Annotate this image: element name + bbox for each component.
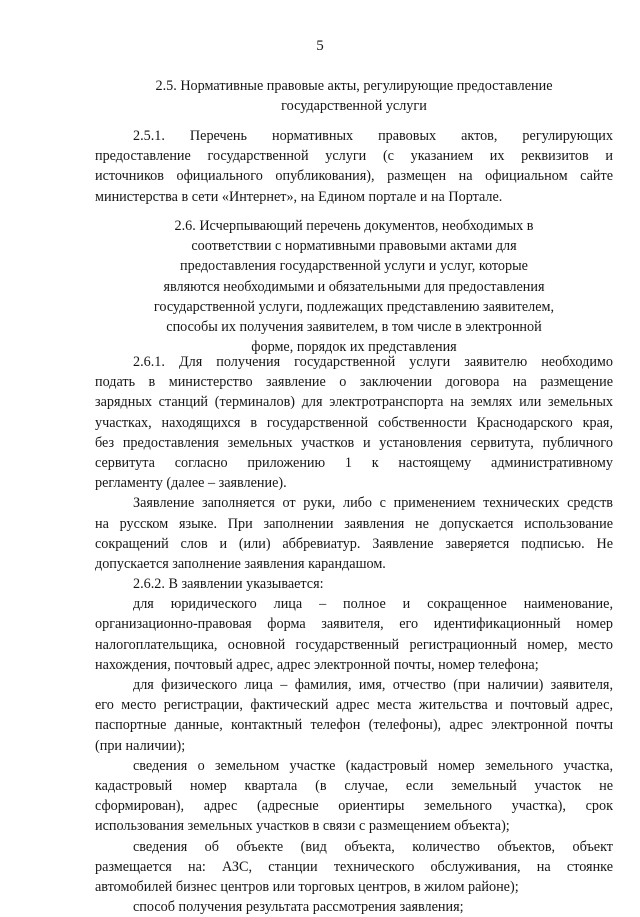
section-2-6-heading: [95, 216, 613, 357]
heading-line: являются необходимыми и обязательными для предоставления: [163, 278, 545, 295]
text-line: паспортные данные, контактный телефон (телефоны), адрес электронной почты: [95, 717, 613, 734]
text-line: для физического лица – фамилия, имя, отчество (при наличии) заявителя,: [133, 677, 613, 694]
paragraph-2-6-2: [95, 574, 613, 917]
text-line: 2.6.1. Для получения государственной услуги заявителю необходимо: [133, 354, 613, 370]
heading-line: форме, порядок их представления: [251, 339, 457, 356]
paragraph-2-5-1: [95, 126, 613, 207]
section-2-5-heading: [95, 76, 613, 116]
heading-line: государственной услуги, подлежащих представлению заявителем,: [153, 298, 555, 315]
text-line: организационно-правовая форма заявителя, его идентификационный номер: [95, 616, 613, 633]
paragraph-2-6-1: [95, 352, 613, 574]
heading-line: государственной услуги: [281, 98, 427, 115]
text-line: 2.5.1. Перечень нормативных правовых актов, регулирующих: [133, 128, 613, 144]
text-line: регламенту (далее – заявление).: [95, 475, 287, 492]
page-number: 5: [316, 38, 324, 54]
text-line: 2.6.2. В заявлении указывается:: [133, 576, 324, 592]
text-line: для юридического лица – полное и сокращенное наименование,: [133, 596, 613, 613]
text-line: использования земельных участков в связи с размещением объекта);: [95, 818, 510, 835]
text-line: источников официального опубликования), размещен на официальном сайте: [95, 168, 613, 185]
text-line: зарядных станций (терминалов) для электротранспорта на землях или земельных: [95, 394, 613, 411]
text-line: налогоплательщика, основной государственный регистрационный номер, место: [95, 636, 613, 653]
text-line: сведения о земельном участке (кадастровый номер земельного участка,: [133, 757, 613, 774]
text-line: на русском языке. При заполнении заявления не допускается использование: [95, 515, 613, 532]
text-line: сокращений слов и (или) аббревиатур. Заявление заверяется подписью. Не: [95, 535, 613, 552]
text-line: сведения об объекте (вид объекта, количество объектов, объект: [133, 838, 613, 855]
text-line: (при наличии);: [95, 737, 186, 754]
text-line: Заявление заполняется от руки, либо с применением технических средств: [133, 495, 613, 512]
heading-line: 2.5. Нормативные правовые акты, регулирующие предоставление: [155, 78, 553, 94]
text-line: способ получения результата рассмотрения заявления;: [133, 899, 464, 916]
text-line: подать в министерство заявление о заключении договора на размещение: [95, 374, 613, 391]
text-line: допускается заполнение заявления карандашом.: [95, 556, 386, 573]
text-line: предоставление государственной услуги (с указанием их реквизитов и: [95, 148, 613, 165]
heading-line: предоставления государственной услуги и услуг, которые: [180, 258, 528, 275]
text-line: размещается на: АЗС, станции технического обслуживания, на стоянке: [95, 858, 613, 875]
heading-line: соответствии с нормативными правовыми актами для: [191, 238, 517, 255]
heading-line: 2.6. Исчерпывающий перечень документов, необходимых в: [174, 218, 534, 234]
text-line: участках, находящихся в государственной собственности Краснодарского края,: [95, 414, 613, 431]
text-line: министерства в сети «Интернет», на Едином портале и на Портале.: [95, 188, 503, 205]
text-line: сформирован), адрес (адресные ориентиры земельного участка), срок: [95, 798, 613, 815]
text-line: нахождения, почтовый адрес, адрес электронной почты, номер телефона;: [95, 656, 539, 673]
text-line: без предоставления земельных участков и установления сервитута, публичного: [95, 434, 613, 451]
text-line: кадастровый номер квартала (в случае, если земельный участок не: [95, 778, 613, 795]
heading-line: способы их получения заявителем, в том числе в электронной: [166, 319, 542, 336]
text-line: автомобилей бизнес центров или торговых центров, в жилом районе);: [95, 879, 519, 896]
text-line: его место регистрации, фактический адрес места жительства и почтовый адрес,: [95, 697, 613, 714]
text-line: сервитута согласно приложению 1 к настоящему административному: [95, 455, 613, 472]
